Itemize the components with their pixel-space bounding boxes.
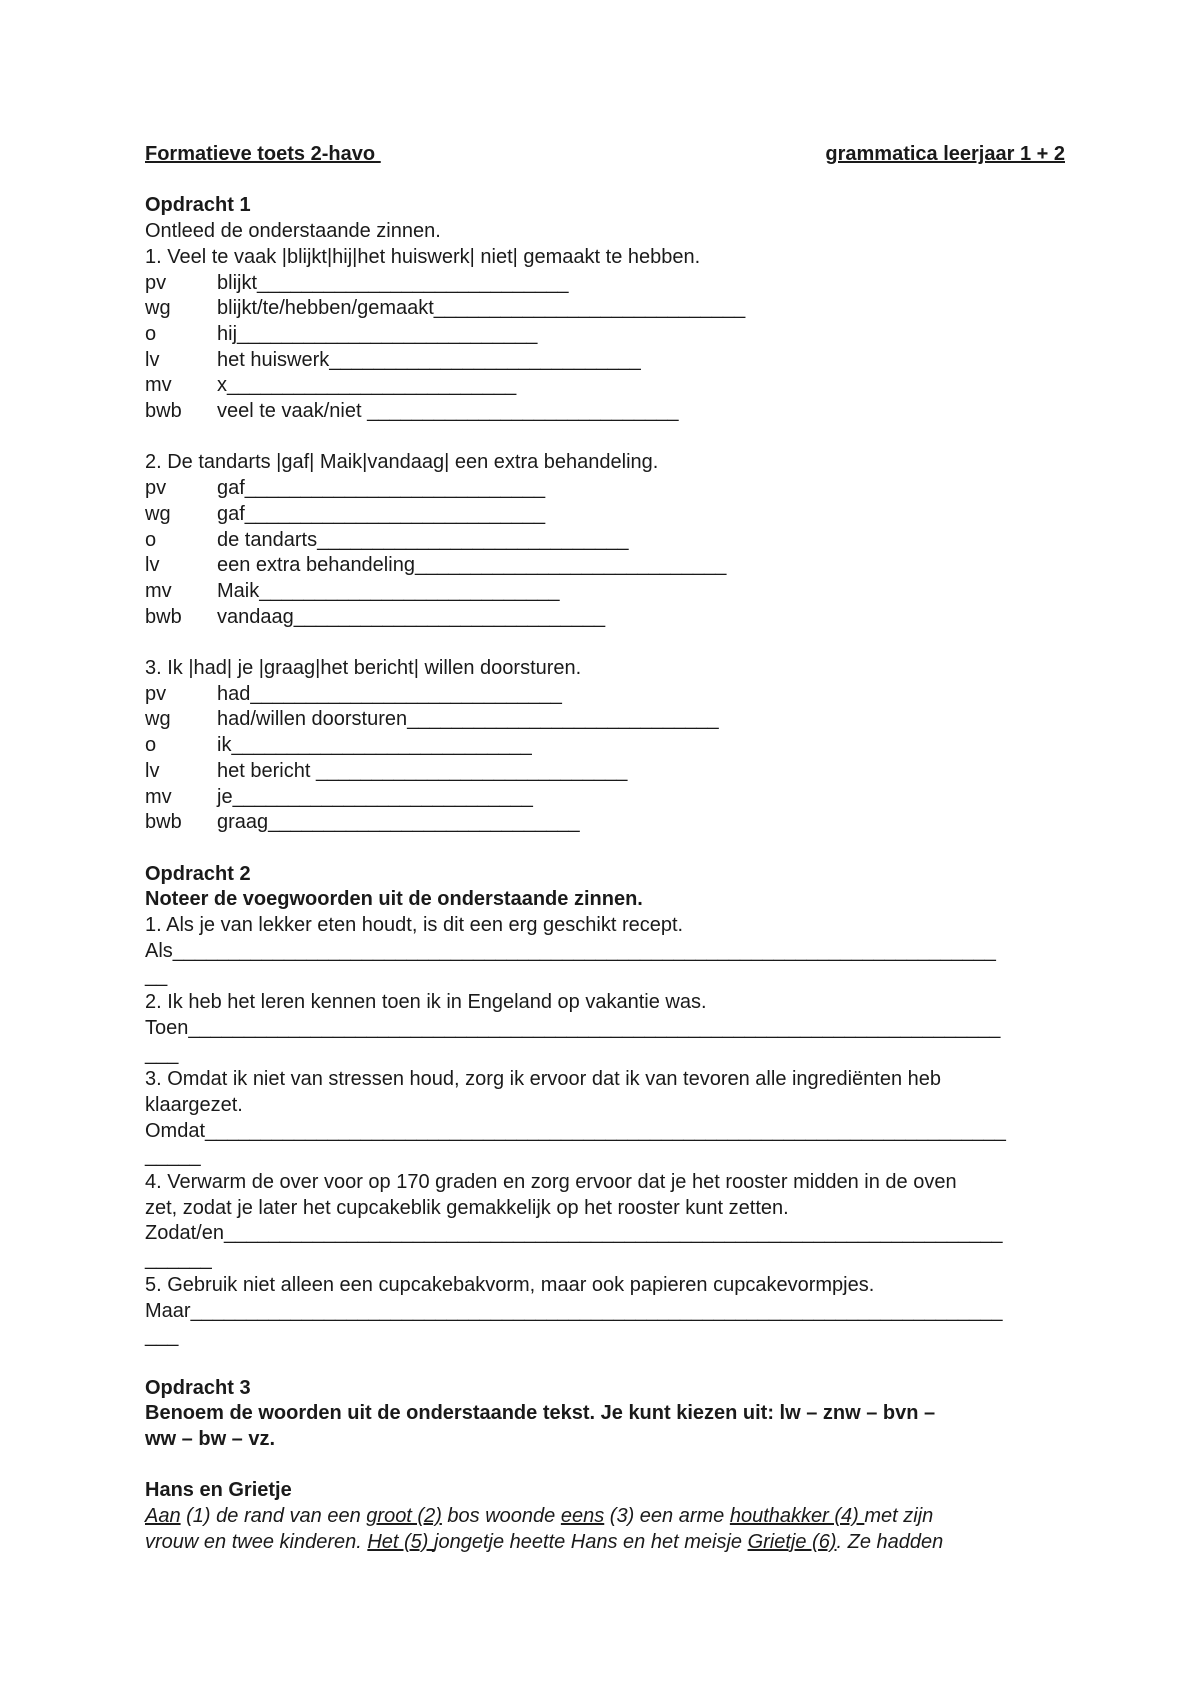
- story-word-4: houthakker (4): [729, 1505, 865, 1528]
- story-word-6: Grietje (6): [747, 1530, 837, 1553]
- row-label: wg: [145, 502, 171, 525]
- story-text: jongetje heette Hans en het meisje: [434, 1530, 748, 1553]
- answer-row-pv: [145, 271, 1065, 297]
- worksheet-page: [145, 142, 1065, 1556]
- answer-row-lv: [145, 759, 1065, 785]
- row-label: wg: [145, 297, 171, 320]
- row-label: lv: [145, 554, 160, 577]
- item-answer: Zodat/en______________________________________________________________________: [145, 1222, 1003, 1245]
- answer-row-lv: [145, 553, 1065, 579]
- row-label: mv: [145, 579, 172, 602]
- story-word-3: eens: [560, 1505, 605, 1528]
- answer-row-bwb: [145, 605, 1065, 631]
- header-right: grammatica leerjaar 1 + 2: [825, 143, 1065, 165]
- story-text: bos woonde: [441, 1505, 561, 1528]
- header-underline-fill: [375, 142, 825, 168]
- item-answer-overflow: ___: [145, 1325, 179, 1348]
- row-label: pv: [145, 682, 167, 705]
- header-left: Formatieve toets 2-havo: [145, 143, 376, 165]
- answer-row-pv: [145, 476, 1065, 502]
- row-answer: gaf___________________________: [217, 502, 546, 525]
- item-sentence: 5. Gebruik niet alleen een cupcakebakvorm, maar ook papieren cupcakevormpjes.: [145, 1273, 875, 1296]
- answer-row-mv: [145, 579, 1065, 605]
- opdracht3-title: Opdracht 3: [145, 1376, 251, 1399]
- row-answer: het bericht ____________________________: [217, 759, 628, 782]
- answer-row-o: [145, 528, 1065, 554]
- opdracht1-instruction: Ontleed de onderstaande zinnen.: [145, 220, 441, 243]
- answer-row-bwb: [145, 399, 1065, 425]
- answer-row-bwb: [145, 810, 1065, 836]
- row-label: wg: [145, 708, 171, 731]
- row-answer: hij___________________________: [217, 322, 538, 345]
- row-answer: vandaag____________________________: [217, 605, 606, 628]
- sentence-3: [145, 656, 1065, 836]
- row-label: o: [145, 528, 157, 551]
- opdracht3-instruction-line1: Benoem de woorden uit de onderstaande tekst. Je kunt kiezen uit: lw – znw – bvn –: [145, 1402, 936, 1425]
- row-answer: veel te vaak/niet ____________________________: [217, 400, 679, 423]
- story-text: (3) een arme: [604, 1505, 730, 1528]
- item-sentence: 4. Verwarm de over voor op 170 graden en zorg ervoor dat je het rooster midden in de oven: [145, 1171, 957, 1194]
- row-label: mv: [145, 785, 172, 808]
- opdracht2-title: Opdracht 2: [145, 862, 251, 885]
- answer-row-lv: [145, 348, 1065, 374]
- row-answer: x__________________________: [217, 374, 517, 397]
- row-label: lv: [145, 348, 160, 371]
- sentence-1: [145, 245, 1065, 425]
- row-answer: ik___________________________: [217, 734, 532, 757]
- row-answer: blijkt____________________________: [217, 271, 569, 294]
- item-sentence-cont: klaargezet.: [145, 1093, 243, 1116]
- row-answer: de tandarts____________________________: [217, 528, 629, 551]
- answer-row-wg: [145, 502, 1065, 528]
- sentence-text: 1. Veel te vaak |blijkt|hij|het huiswerk| niet| gemaakt te hebben.: [145, 245, 701, 268]
- item-sentence: 3. Omdat ik niet van stressen houd, zorg ik ervoor dat ik van tevoren alle ingrediënten heb: [145, 1068, 942, 1091]
- row-label: pv: [145, 477, 167, 500]
- answer-row-wg: [145, 707, 1065, 733]
- row-answer: het huiswerk____________________________: [217, 348, 641, 371]
- story-word-5: Het (5): [367, 1530, 435, 1553]
- row-answer: Maik___________________________: [217, 579, 560, 602]
- item-answer-overflow: __: [145, 965, 168, 988]
- opdracht3-instruction-line2: ww – bw – vz.: [145, 1428, 276, 1451]
- row-answer: je___________________________: [217, 785, 533, 808]
- answer-row-pv: [145, 682, 1065, 708]
- voegwoord-item-2: [145, 990, 1065, 1067]
- answer-row-mv: [145, 785, 1065, 811]
- story-word-1: Aan: [145, 1505, 181, 1528]
- sentence-2: [145, 450, 1065, 630]
- item-answer-overflow: ___: [145, 1042, 179, 1065]
- answer-row-o: [145, 322, 1065, 348]
- item-answer: Maar_________________________________________________________________________: [145, 1299, 1003, 1322]
- item-answer: Toen_________________________________________________________________________: [145, 1016, 1001, 1039]
- story-word-2: groot (2): [366, 1505, 442, 1528]
- story-text: met zijn: [864, 1505, 934, 1528]
- story-text: (1) de rand van een: [180, 1505, 367, 1528]
- item-sentence-cont: zet, zodat je later het cupcakeblik gemakkelijk op het rooster kunt zetten.: [145, 1196, 789, 1219]
- row-label: pv: [145, 271, 167, 294]
- row-label: bwb: [145, 605, 182, 628]
- row-label: mv: [145, 374, 172, 397]
- row-label: bwb: [145, 400, 182, 423]
- item-answer-overflow: ______: [145, 1248, 212, 1271]
- item-answer: Omdat________________________________________________________________________: [145, 1119, 1006, 1142]
- row-answer: blijkt/te/hebben/gemaakt____________________________: [217, 297, 746, 320]
- item-answer-overflow: _____: [145, 1145, 201, 1168]
- story-text: . Ze hadden: [836, 1530, 944, 1553]
- opdracht1-title: Opdracht 1: [145, 194, 251, 217]
- row-answer: een extra behandeling____________________________: [217, 554, 727, 577]
- opdracht2-instruction: Noteer de voegwoorden uit de onderstaande zinnen.: [145, 888, 643, 911]
- sentence-text: 2. De tandarts |gaf| Maik|vandaag| een extra behandeling.: [145, 451, 659, 474]
- voegwoord-item-5: [145, 1273, 1065, 1350]
- row-answer: had____________________________: [217, 682, 562, 705]
- item-sentence: 2. Ik heb het leren kennen toen ik in Engeland op vakantie was.: [145, 991, 707, 1014]
- voegwoord-item-1: [145, 913, 1065, 990]
- row-label: o: [145, 322, 157, 345]
- voegwoord-item-3: [145, 1067, 1065, 1170]
- row-label: lv: [145, 759, 160, 782]
- row-answer: graag____________________________: [217, 811, 580, 834]
- story-text: vrouw en twee kinderen.: [145, 1530, 368, 1553]
- item-sentence: 1. Als je van lekker eten houdt, is dit een erg geschikt recept.: [145, 914, 684, 937]
- voegwoord-item-4: [145, 1170, 1065, 1273]
- sentence-text: 3. Ik |had| je |graag|het bericht| willen doorsturen.: [145, 657, 582, 680]
- row-answer: had/willen doorsturen____________________________: [217, 708, 719, 731]
- row-label: o: [145, 734, 157, 757]
- story-title: Hans en Grietje: [145, 1479, 292, 1502]
- page-header: [145, 142, 1065, 168]
- row-answer: gaf___________________________: [217, 477, 546, 500]
- story-line-1: [145, 1504, 1065, 1530]
- row-label: bwb: [145, 811, 182, 834]
- item-answer: Als__________________________________________________________________________: [145, 939, 996, 962]
- answer-row-o: [145, 733, 1065, 759]
- story-line-2: [145, 1530, 1065, 1556]
- answer-row-wg: [145, 296, 1065, 322]
- answer-row-mv: [145, 373, 1065, 399]
